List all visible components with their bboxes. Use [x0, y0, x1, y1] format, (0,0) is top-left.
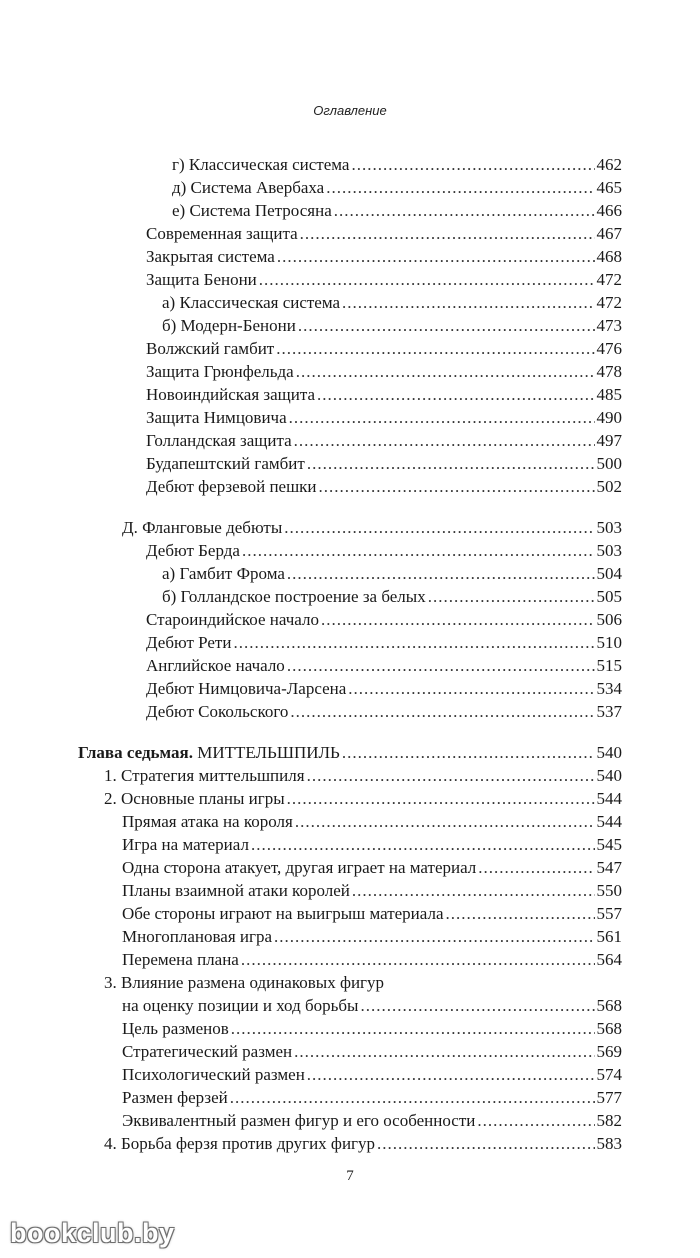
- toc-entry-title: 4. Борьба ферзя против других фигур: [104, 1134, 376, 1153]
- toc-entry: [172, 199, 622, 222]
- toc-entry-page: 505: [596, 587, 622, 606]
- toc-entry: [162, 314, 622, 337]
- toc-entry: [122, 1086, 622, 1109]
- toc-entry-page: 540: [596, 743, 622, 762]
- toc-entry-page: 547: [596, 858, 622, 877]
- dot-leader: [295, 810, 595, 833]
- toc-entry-title: Дебют Рети: [146, 633, 232, 652]
- toc-entry-page: 503: [596, 541, 622, 560]
- toc-entry-title: Защита Нимцовича: [146, 408, 287, 427]
- dot-leader: [319, 475, 595, 498]
- toc-entry-title: Волжский гамбит: [146, 339, 275, 358]
- toc-entry-page: 550: [596, 881, 622, 900]
- toc-entry: [172, 176, 622, 199]
- toc-entry-title: Закрытая система: [146, 247, 275, 266]
- toc-entry: [146, 452, 622, 475]
- dot-leader: [300, 222, 595, 245]
- dot-leader: [294, 429, 595, 452]
- toc-entry: [104, 787, 622, 810]
- toc-entry-title: б) Модерн-Бенони: [162, 316, 296, 335]
- toc-entry: [146, 700, 622, 723]
- dot-leader: [287, 787, 595, 810]
- toc-entry: [122, 856, 622, 879]
- toc-entry-title: д) Система Авербаха: [172, 178, 325, 197]
- toc-entry-page: 468: [596, 247, 622, 266]
- toc-entry-title: Одна сторона атакует, другая играет на материал: [122, 858, 477, 877]
- toc-entry-title: Староиндийское начало: [146, 610, 319, 629]
- dot-leader: [360, 994, 594, 1017]
- toc-entry: [122, 994, 622, 1017]
- dot-leader: [289, 406, 595, 429]
- dot-leader: [307, 1063, 595, 1086]
- toc-entry-title: Психологический размен: [122, 1065, 305, 1084]
- dot-leader: [231, 1017, 595, 1040]
- toc-entry-title: Дебют ферзевой пешки: [146, 477, 317, 496]
- toc-entry-title: Д. Фланговые дебюты: [122, 518, 283, 537]
- toc-entry-page: 582: [596, 1111, 622, 1130]
- toc-entry: [146, 475, 622, 498]
- toc-entry: [146, 268, 622, 291]
- toc-entry: [146, 383, 622, 406]
- toc-entry-page: 544: [596, 789, 622, 808]
- dot-leader: [317, 383, 594, 406]
- toc-entry-page: 478: [596, 362, 622, 381]
- dot-leader: [241, 948, 595, 971]
- toc-section-entry: [122, 516, 622, 539]
- toc-entry: [162, 585, 622, 608]
- dot-leader: [307, 764, 595, 787]
- toc-entry-title: Эквивалентный размен фигур и его особенности: [122, 1111, 476, 1130]
- toc-entry-title: Дебют Нимцовича-Ларсена: [146, 679, 347, 698]
- dot-leader: [326, 176, 594, 199]
- toc-entry-page: 472: [596, 270, 622, 289]
- toc-entry-title: Новоиндийская защита: [146, 385, 316, 404]
- toc-entry-page: 506: [596, 610, 622, 629]
- page-number: 7: [346, 1168, 354, 1184]
- toc-entry-page: 568: [596, 1019, 622, 1038]
- toc-entry-page: 503: [596, 518, 622, 537]
- toc-entry-page: 545: [596, 835, 622, 854]
- toc-entry: [122, 810, 622, 833]
- toc-entry-title: Размен ферзей: [122, 1088, 228, 1107]
- toc-entry-title: Защита Грюнфельда: [146, 362, 294, 381]
- running-header: Оглавление: [313, 103, 387, 118]
- dot-leader: [277, 245, 595, 268]
- toc-entry-title: Голландская защита: [146, 431, 292, 450]
- dot-leader: [377, 1132, 594, 1155]
- toc-entry-title: Стратегический размен: [122, 1042, 293, 1061]
- toc-entry: [146, 631, 622, 654]
- toc-entry-page: 497: [596, 431, 622, 450]
- toc-entry-page: 467: [596, 224, 622, 243]
- toc-entry-page: 500: [596, 454, 622, 473]
- toc-entry: [122, 879, 622, 902]
- toc-entry-page: 577: [596, 1088, 622, 1107]
- dot-leader: [477, 1109, 594, 1132]
- toc-entry-title: г) Классическая система: [172, 155, 350, 174]
- toc-entry: [122, 1063, 622, 1086]
- toc-entry-page: 510: [596, 633, 622, 652]
- toc-entry-title: 1. Стратегия миттельшпиля: [104, 766, 305, 785]
- dot-leader: [334, 199, 595, 222]
- dot-leader: [296, 360, 595, 383]
- dot-leader: [290, 700, 594, 723]
- toc-entry-page: 544: [596, 812, 622, 831]
- toc-entry-page: 540: [596, 766, 622, 785]
- toc-entry-title: Планы взаимной атаки королей: [122, 881, 350, 900]
- toc-entry-page: 537: [596, 702, 622, 721]
- toc-entry-title: Игра на материал: [122, 835, 249, 854]
- toc-entry: [122, 948, 622, 971]
- dot-leader: [446, 902, 595, 925]
- toc-entry: [122, 1040, 622, 1063]
- dot-leader: [351, 153, 594, 176]
- watermark-logo: bookclub.by: [10, 1218, 175, 1248]
- dot-leader: [287, 654, 595, 677]
- toc-entry: [146, 245, 622, 268]
- toc-entry: [122, 925, 622, 948]
- dot-leader: [478, 856, 594, 879]
- toc-entry: [172, 153, 622, 176]
- dot-leader: [294, 1040, 594, 1063]
- dot-leader: [251, 833, 595, 856]
- toc-entry-title: Дебют Берда: [146, 541, 240, 560]
- dot-leader: [233, 631, 594, 654]
- toc-entry-title: Защита Бенони: [146, 270, 257, 289]
- toc-entry-page: 472: [596, 293, 622, 312]
- dot-leader: [259, 268, 595, 291]
- toc-entry-page: 561: [596, 927, 622, 946]
- toc-entry-page: 465: [596, 178, 622, 197]
- toc-entry-title: Многоплановая игра: [122, 927, 273, 946]
- toc-entry-page: 462: [596, 155, 622, 174]
- toc-entry: [146, 677, 622, 700]
- toc-entry-title: Перемена плана: [122, 950, 239, 969]
- toc-entry: [122, 1109, 622, 1132]
- toc-entry-page: 569: [596, 1042, 622, 1061]
- toc-entry-title: Английское начало: [146, 656, 285, 675]
- toc-entry-page: 466: [596, 201, 622, 220]
- toc-entry-title: [78, 741, 340, 764]
- toc-entry: [162, 291, 622, 314]
- toc-entry: [146, 539, 622, 562]
- toc-entry-title: Прямая атака на короля: [122, 812, 293, 831]
- toc-entry: [146, 654, 622, 677]
- toc-entry-page: 490: [596, 408, 622, 427]
- toc-entry: [146, 337, 622, 360]
- dot-leader: [287, 562, 595, 585]
- toc-entry-title: Цель разменов: [122, 1019, 229, 1038]
- toc-entry-title: Современная защита: [146, 224, 298, 243]
- toc-entry-title: Будапештский гамбит: [146, 454, 305, 473]
- dot-leader: [348, 677, 594, 700]
- toc-entry: [146, 222, 622, 245]
- toc-entry: [146, 406, 622, 429]
- toc-entry-page: 534: [596, 679, 622, 698]
- toc-entry-page: 476: [596, 339, 622, 358]
- toc-entry-title: Дебют Сокольского: [146, 702, 289, 721]
- dot-leader: [284, 516, 594, 539]
- toc-entry-title: б) Голландское построение за белых: [162, 587, 426, 606]
- toc-entry: [146, 429, 622, 452]
- toc-entry: [122, 833, 622, 856]
- toc-entry-page: 485: [596, 385, 622, 404]
- toc-chapter-entry: [78, 741, 622, 764]
- toc-entry: [122, 902, 622, 925]
- dot-leader: [352, 879, 595, 902]
- toc-entry-title: а) Классическая система: [162, 293, 341, 312]
- toc-entry-page: 574: [596, 1065, 622, 1084]
- dot-leader: [242, 539, 595, 562]
- toc-entry-page: 502: [596, 477, 622, 496]
- chapter-label: Глава седьмая.: [78, 743, 193, 762]
- toc-entry: [104, 764, 622, 787]
- toc-entry-page: 557: [596, 904, 622, 923]
- toc-entry-title: а) Гамбит Фрома: [162, 564, 285, 583]
- toc-entry: [162, 562, 622, 585]
- dot-leader: [274, 925, 594, 948]
- toc-entry: [146, 360, 622, 383]
- dot-leader: [342, 291, 594, 314]
- toc-entry-title: Обе стороны играют на выигрыш материала: [122, 904, 444, 923]
- toc-entry-title: е) Система Петросяна: [172, 201, 332, 220]
- toc-entry-page: 515: [596, 656, 622, 675]
- dot-leader: [276, 337, 594, 360]
- toc-entry-page: 583: [596, 1134, 622, 1153]
- dot-leader: [307, 452, 595, 475]
- toc-entry-title: 2. Основные планы игры: [104, 789, 285, 808]
- toc-entry-page: 504: [596, 564, 622, 583]
- toc-entry-title-line1: 3. Влияние размена одинаковых фигур: [104, 973, 385, 992]
- chapter-title: МИТТЕЛЬШПИЛЬ: [197, 743, 340, 762]
- dot-leader: [230, 1086, 595, 1109]
- dot-leader: [428, 585, 595, 608]
- dot-leader: [342, 741, 595, 764]
- toc-entry: [104, 1132, 622, 1155]
- toc-entry-page: 564: [596, 950, 622, 969]
- toc-entry: [122, 1017, 622, 1040]
- toc-entry-page: 473: [596, 316, 622, 335]
- dot-leader: [298, 314, 595, 337]
- dot-leader: [321, 608, 595, 631]
- toc-entry-page: 568: [596, 996, 622, 1015]
- toc-entry-title: на оценку позиции и ход борьбы: [122, 996, 359, 1015]
- toc-entry: [146, 608, 622, 631]
